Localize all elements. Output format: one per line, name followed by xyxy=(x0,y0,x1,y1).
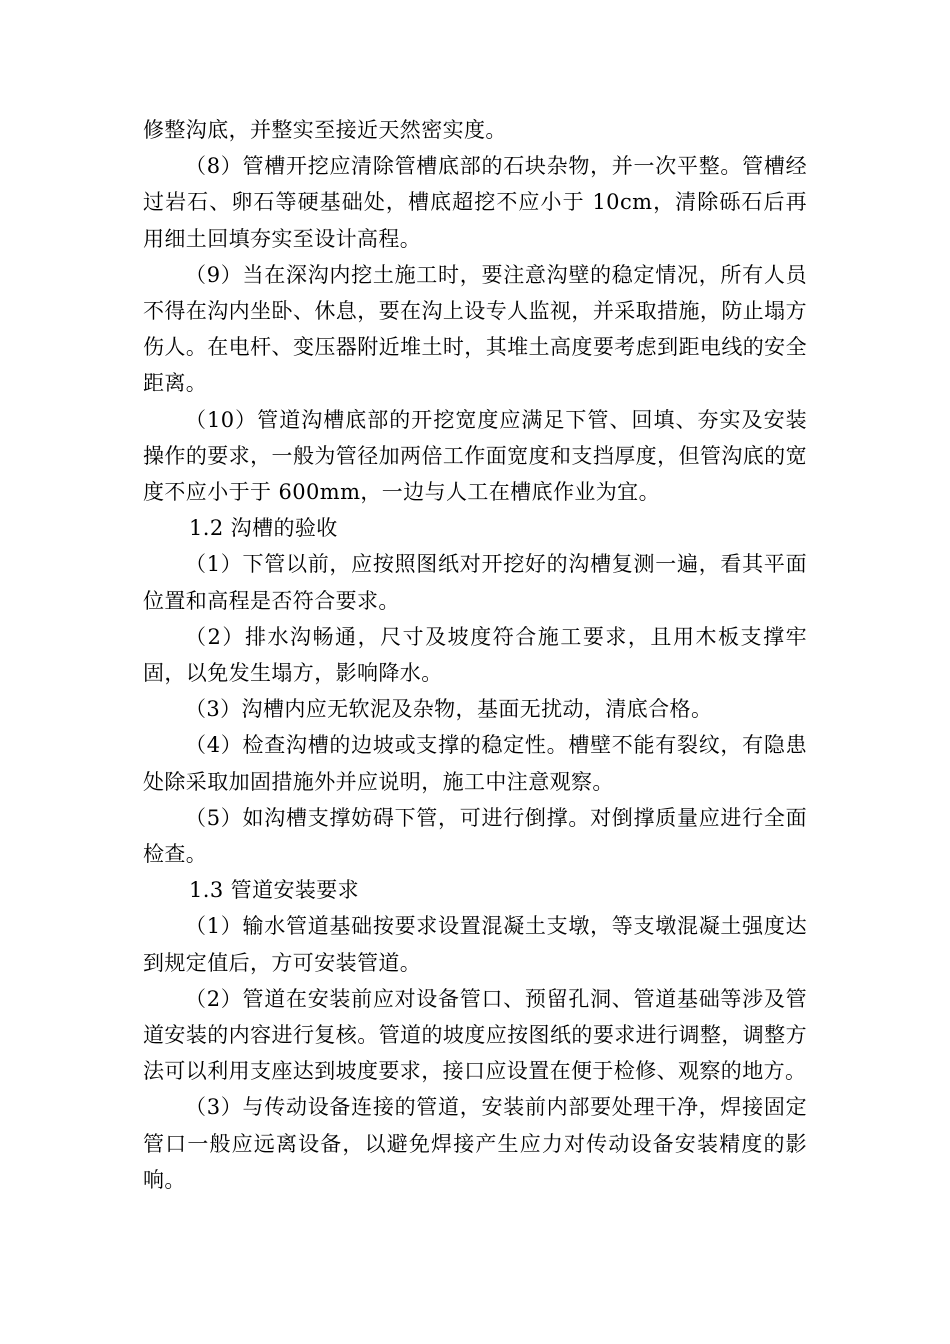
paragraph-item-9: （9）当在深沟内挖土施工时，要注意沟壁的稳定情况，所有人员不得在沟内坐卧、休息，要在沟上设专人监视，并采取措施，防止塌方伤人。在电杆、变压器附近堆土时，其堆土高度要考虑到距电线的安全距离。 xyxy=(143,262,807,396)
paragraph-item-8: （8）管槽开挖应清除管槽底部的石块杂物，并一次平整。管槽经过岩石、卵石等硬基础处，槽底超挖不应小于 10cm，清除砾石后再用细土回填夯实至设计高程。 xyxy=(143,154,807,251)
paragraph-item-1-2-2: （2）排水沟畅通，尺寸及坡度符合施工要求，且用木板支撑牢固，以免发生塌方，影响降水。 xyxy=(143,624,807,686)
document-body xyxy=(143,112,807,1198)
paragraph-item-1-2-3: （3）沟槽内应无软泥及杂物，基面无扰动，清底合格。 xyxy=(185,697,713,722)
section-heading-1-3: 1.3 管道安装要求 xyxy=(189,878,360,903)
paragraph-item-10: （10）管道沟槽底部的开挖宽度应满足下管、回填、夯实及安装操作的要求，一般为管径加两倍工作面宽度和支挡厚度，但管沟底的宽度不应小于于 600mm，一边与人工在槽底作业为宜。 xyxy=(143,407,807,505)
paragraph-item-1-3-1: （1）输水管道基础按要求设置混凝土支墩，等支墩混凝土强度达到规定值后，方可安装管道。 xyxy=(143,914,807,975)
paragraph-continuation: 修整沟底，并整实至接近天然密实度。 xyxy=(143,118,507,142)
paragraph-item-1-3-3: （3）与传动设备连接的管道，安装前内部要处理干净，焊接固定管口一般应远离设备，以避免焊接产生应力对传动设备安装精度的影响。 xyxy=(143,1095,807,1192)
paragraph-item-1-3-2: （2）管道在安装前应对设备管口、预留孔洞、管道基础等涉及管道安装的内容进行复核。管道的坡度应按图纸的要求进行调整，调整方法可以利用支座达到坡度要求，接口应设置在便于检修、观察的地方。 xyxy=(143,986,807,1084)
section-heading-1-2: 1.2 沟槽的验收 xyxy=(189,516,338,541)
paragraph-item-1-2-4: （4）检查沟槽的边坡或支撑的稳定性。槽壁不能有裂纹，有隐患处除采取加固措施外并应说明，施工中注意观察。 xyxy=(143,733,807,794)
paragraph-item-1-2-5: （5）如沟槽支撑妨碍下管，可进行倒撑。对倒撑质量应进行全面检查。 xyxy=(143,805,807,867)
paragraph-item-1-2-1: （1）下管以前，应按照图纸对开挖好的沟槽复测一遍，看其平面位置和高程是否符合要求。 xyxy=(143,552,807,613)
